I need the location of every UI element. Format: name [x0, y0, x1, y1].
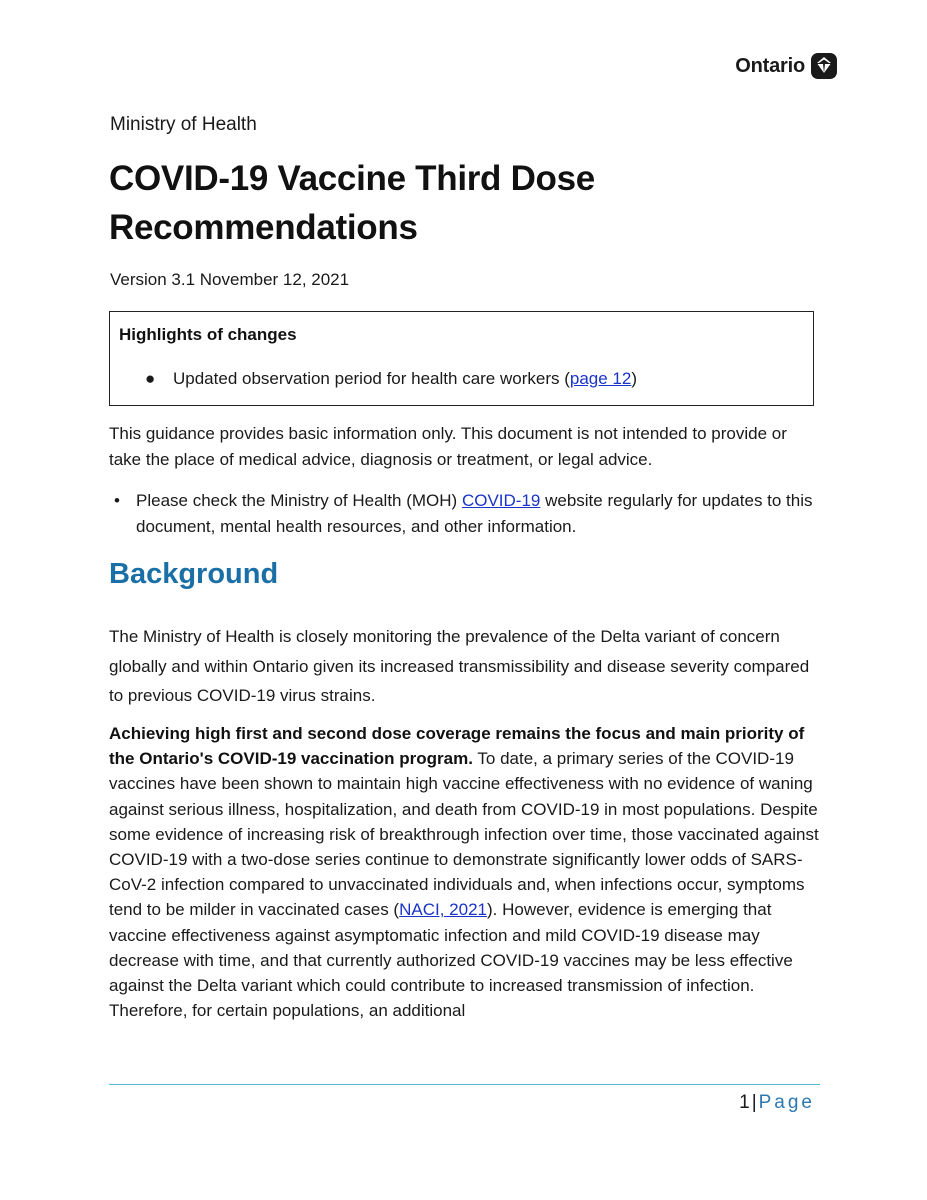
ministry-name: Ministry of Health [110, 114, 257, 135]
page-title [109, 154, 809, 252]
ontario-logo [735, 53, 837, 79]
naci-2021-link[interactable]: NACI, 2021 [399, 900, 487, 920]
bullet-icon: • [114, 491, 120, 510]
highlights-item-text: Updated observation period for health care workers ( [173, 369, 570, 388]
title-line-1: COVID-19 Vaccine Third Dose [109, 159, 595, 198]
check-website-item [114, 488, 814, 540]
disclaimer-text: This guidance provides basic information only. This document is not intended to provide or take the place of medical advice, diagnosis or treatment, or legal advice. [109, 424, 787, 469]
footer-divider [109, 1084, 820, 1085]
bullet-icon: ● [145, 369, 156, 388]
page-label: Page [758, 1092, 815, 1113]
background-paragraph-1: The Ministry of Health is closely monitoring the prevalence of the Delta variant of concern globally and within Ontario given its increased transmissibility and disease severity compared to previous COVID-19 virus strains. [109, 627, 810, 705]
para2-text-2: ). However, evidence is emerging that vaccine effectiveness against asymptomatic infection and mild COVID-19 disease may decrease with time, and that currently authorized COVID-19 vaccines may be less effective against the Delta variant which could contribute to increased transmission of infection. Therefore, for certain populations, an additional [109, 900, 793, 1021]
highlights-title: Highlights of changes [119, 325, 297, 344]
highlights-box [109, 311, 814, 406]
background-heading: Background [109, 558, 279, 590]
check-item-text: Please check the Ministry of Health (MOH) [136, 491, 462, 510]
version-info: Version 3.1 November 12, 2021 [110, 270, 350, 289]
page-footer [739, 1092, 815, 1114]
highlights-item-close: ) [631, 369, 638, 388]
page-12-link[interactable]: page 12 [569, 369, 632, 388]
covid-19-link[interactable]: COVID-19 [461, 491, 541, 510]
background-paragraph-2 [109, 721, 821, 1023]
check-item-text-after: website regularly for updates to this document, mental health resources, and other information. [136, 491, 813, 536]
title-line-2: Recommendations [109, 208, 418, 247]
page-number: 1 [739, 1092, 750, 1113]
emphasis-text: Achieving high first and second dose coverage remains the focus and main priority of the Ontario's COVID-19 vaccination program. [109, 724, 805, 769]
para2-text-1: To date, a primary series of the COVID-19 vaccines have been shown to maintain high vaccine effectiveness with no evidence of waning against serious illness, hospitalization, and death from COVID-19 in most populations. Despite some evidence of increasing risk of breakthrough infection over time, those vaccinated against COVID-19 with a two-dose series continue to demonstrate significantly lower odds of SARS-CoV-2 infection compared to unvaccinated individuals and, when infections occur, symptoms tend to be milder in vaccinated cases ( [109, 749, 819, 920]
logo-text: Ontario [735, 54, 805, 77]
ontario-trillium-icon [811, 53, 837, 79]
footer-separator: | [751, 1092, 757, 1113]
highlights-item [145, 369, 637, 389]
